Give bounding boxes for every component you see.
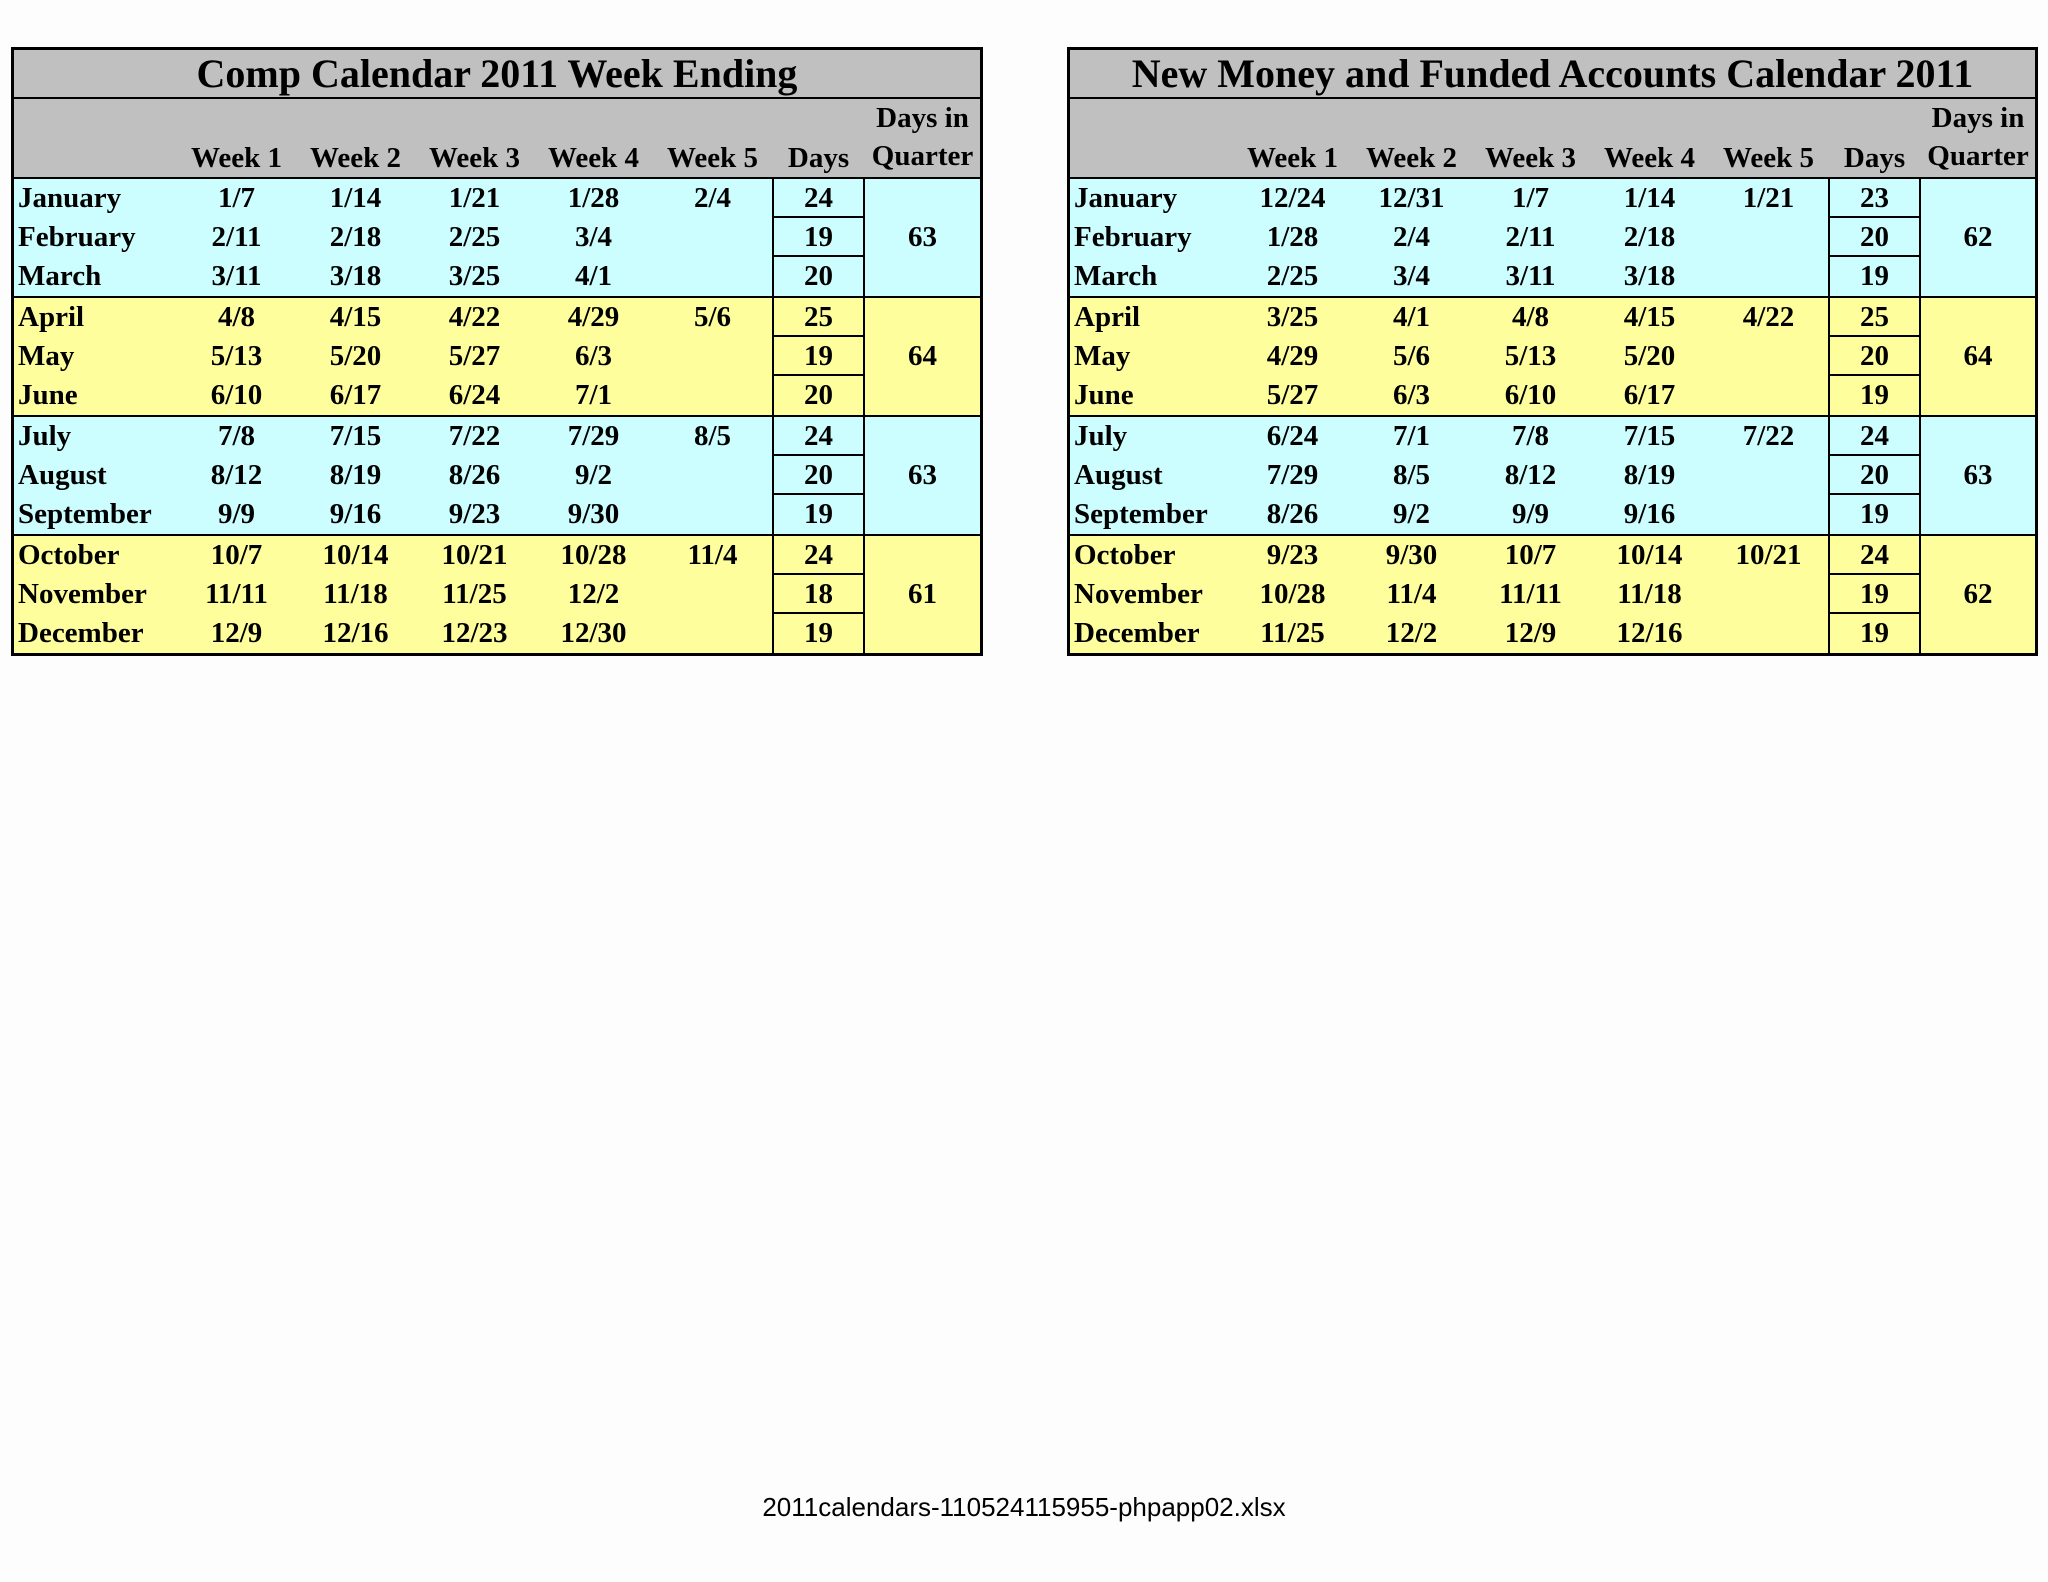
month-days: 24 (772, 179, 865, 218)
week-ending-date: 12/16 (322, 617, 389, 649)
quarter-rows (1070, 417, 1921, 534)
week-ending-date: 8/12 (210, 459, 263, 491)
quarter-block (14, 536, 980, 653)
month-row (1070, 614, 1921, 653)
month-row (1070, 575, 1921, 614)
week-ending-date: 3/11 (211, 260, 262, 292)
quarter-block (14, 179, 980, 298)
month-name: June (1074, 379, 1134, 411)
month-days: 19 (772, 218, 865, 257)
header-quarter-label: Quarter (871, 140, 974, 172)
week-ending-date: 4/22 (1742, 301, 1795, 333)
week-ending-date (1709, 614, 1828, 653)
week-ending-date: 7/1 (1392, 420, 1431, 452)
week-ending-date (653, 456, 772, 495)
quarter-block (14, 417, 980, 536)
week-ending-date: 4/22 (448, 301, 501, 333)
week-ending-date: 8/19 (1623, 459, 1676, 491)
week-ending-date: 1/28 (567, 182, 620, 214)
week-ending-date: 6/17 (1623, 379, 1676, 411)
quarter-days-total: 61 (908, 578, 937, 610)
month-row (1070, 179, 1921, 218)
month-name: December (1074, 617, 1200, 649)
quarter-block (1070, 536, 2035, 653)
week-ending-date: 8/12 (1504, 459, 1557, 491)
week-ending-date: 11/11 (205, 578, 268, 610)
week-ending-date: 2/18 (329, 221, 382, 253)
week-ending-date: 10/14 (1616, 539, 1683, 571)
week-ending-date: 5/6 (693, 301, 732, 333)
header-row (14, 99, 980, 179)
calendar-title: New Money and Funded Accounts Calendar 2011 (1070, 50, 2035, 99)
week-ending-date: 9/23 (448, 498, 501, 530)
quarter-days-total: 62 (1963, 221, 1993, 253)
month-days: 20 (1828, 456, 1921, 495)
week-ending-date: 9/30 (567, 498, 620, 530)
week-ending-date: 10/21 (1735, 539, 1802, 571)
week-ending-date: 3/18 (1623, 260, 1676, 292)
month-row (14, 179, 865, 218)
header-week-1: Week 1 (190, 142, 283, 174)
week-ending-date: 8/5 (693, 420, 732, 452)
header-row (1070, 99, 2035, 179)
week-ending-date: 3/25 (1266, 301, 1319, 333)
month-days: 25 (772, 298, 865, 337)
week-ending-date: 9/9 (1511, 498, 1550, 530)
week-ending-date (653, 257, 772, 296)
week-ending-date (1709, 376, 1828, 415)
month-row (1070, 337, 1921, 376)
month-row (14, 495, 865, 534)
header-week-4: Week 4 (547, 142, 640, 174)
month-days: 20 (772, 456, 865, 495)
month-days: 18 (772, 575, 865, 614)
week-ending-date: 1/7 (217, 182, 256, 214)
week-ending-date: 9/2 (1392, 498, 1431, 530)
month-days: 24 (772, 417, 865, 456)
month-row (14, 376, 865, 415)
month-name: May (1074, 340, 1131, 372)
month-name: November (1074, 578, 1203, 610)
week-ending-date: 12/30 (560, 617, 627, 649)
week-ending-date: 1/21 (1742, 182, 1795, 214)
quarter-days-total: 64 (1963, 340, 1993, 372)
week-ending-date: 4/1 (574, 260, 613, 292)
quarter-days-total: 64 (908, 340, 937, 372)
month-name: August (18, 459, 107, 491)
week-ending-date: 9/2 (574, 459, 613, 491)
header-week-2: Week 2 (1365, 142, 1458, 174)
comp-calendar-table (11, 47, 983, 656)
month-days: 20 (1828, 218, 1921, 257)
new-money-calendar-table (1067, 47, 2038, 656)
quarter-days-total: 63 (908, 221, 937, 253)
header-days-in-quarter (865, 99, 980, 177)
week-ending-date: 2/25 (448, 221, 501, 253)
month-name: December (18, 617, 144, 649)
week-ending-date: 3/18 (329, 260, 382, 292)
header-days: Days (787, 142, 850, 174)
month-days: 19 (1828, 376, 1921, 415)
week-ending-date: 11/25 (1260, 617, 1325, 649)
week-ending-date: 5/20 (1623, 340, 1676, 372)
week-ending-date: 12/2 (567, 578, 620, 610)
header-week-5: Week 5 (1722, 142, 1815, 174)
week-ending-date: 12/24 (1259, 182, 1326, 214)
week-ending-date: 12/2 (1385, 617, 1438, 649)
week-ending-date: 3/25 (448, 260, 501, 292)
month-row (1070, 417, 1921, 456)
month-days: 19 (772, 495, 865, 534)
month-name: March (18, 260, 102, 292)
week-ending-date: 9/16 (1623, 498, 1676, 530)
week-ending-date: 7/29 (1266, 459, 1319, 491)
week-ending-date: 3/4 (574, 221, 613, 253)
month-name: April (1074, 301, 1141, 333)
week-ending-date: 7/8 (217, 420, 256, 452)
month-row (14, 575, 865, 614)
week-ending-date: 12/31 (1378, 182, 1445, 214)
month-name: November (18, 578, 147, 610)
week-ending-date: 6/24 (448, 379, 501, 411)
header-week-3: Week 3 (1484, 142, 1577, 174)
header-week-5: Week 5 (666, 142, 759, 174)
month-row (14, 614, 865, 653)
week-ending-date: 11/25 (442, 578, 507, 610)
week-ending-date (653, 337, 772, 376)
week-ending-date: 12/23 (441, 617, 508, 649)
week-ending-date: 10/21 (441, 539, 508, 571)
week-ending-date: 7/1 (574, 379, 613, 411)
week-ending-date: 5/20 (329, 340, 382, 372)
file-name-footer: 2011calendars-110524115955-phpapp02.xlsx (762, 1492, 1286, 1522)
month-days: 20 (772, 257, 865, 296)
month-row (1070, 257, 1921, 296)
week-ending-date: 2/11 (211, 221, 262, 253)
week-ending-date: 5/6 (1392, 340, 1431, 372)
month-days: 20 (1828, 337, 1921, 376)
month-days: 20 (772, 376, 865, 415)
month-row (14, 417, 865, 456)
month-days: 19 (1828, 614, 1921, 653)
week-ending-date: 11/18 (323, 578, 388, 610)
month-row (1070, 298, 1921, 337)
week-ending-date: 1/14 (329, 182, 382, 214)
week-ending-date (1709, 575, 1828, 614)
week-ending-date: 2/25 (1266, 260, 1319, 292)
month-row (1070, 536, 1921, 575)
week-ending-date: 10/7 (1504, 539, 1557, 571)
week-ending-date (1709, 495, 1828, 534)
week-ending-date: 11/4 (1386, 578, 1437, 610)
week-ending-date: 8/26 (1266, 498, 1319, 530)
week-ending-date (653, 575, 772, 614)
month-row (14, 337, 865, 376)
month-name: February (18, 221, 136, 253)
header-week-3: Week 3 (428, 142, 521, 174)
quarter-block (1070, 179, 2035, 298)
week-ending-date: 4/29 (1266, 340, 1319, 372)
week-ending-date: 7/22 (1742, 420, 1795, 452)
week-ending-date: 12/9 (1504, 617, 1557, 649)
week-ending-date: 6/3 (1392, 379, 1431, 411)
quarter-rows (1070, 179, 1921, 296)
quarter-block (1070, 417, 2035, 536)
header-days-in-label: Days in (1931, 102, 2025, 134)
month-row (14, 536, 865, 575)
month-days: 25 (1828, 298, 1921, 337)
month-name: May (18, 340, 75, 372)
header-week-2: Week 2 (309, 142, 402, 174)
month-name: August (1074, 459, 1163, 491)
week-ending-date: 8/19 (329, 459, 382, 491)
quarter-block (14, 298, 980, 417)
month-row (1070, 376, 1921, 415)
week-ending-date: 12/9 (210, 617, 263, 649)
month-row (14, 456, 865, 495)
week-ending-date: 5/13 (1504, 340, 1557, 372)
week-ending-date: 4/8 (1511, 301, 1550, 333)
header-week-4: Week 4 (1603, 142, 1696, 174)
week-ending-date: 6/10 (1504, 379, 1557, 411)
month-row (1070, 456, 1921, 495)
week-ending-date (653, 376, 772, 415)
week-ending-date: 11/4 (687, 539, 738, 571)
quarter-rows (1070, 298, 1921, 415)
month-row (14, 218, 865, 257)
month-row (1070, 495, 1921, 534)
week-ending-date: 10/7 (210, 539, 263, 571)
week-ending-date: 5/27 (1266, 379, 1319, 411)
month-name: June (18, 379, 78, 411)
month-name: February (1074, 221, 1192, 253)
week-ending-date: 5/13 (210, 340, 263, 372)
month-days: 19 (1828, 495, 1921, 534)
quarter-days-total: 62 (1963, 578, 1993, 610)
week-ending-date: 7/29 (567, 420, 620, 452)
month-row (14, 298, 865, 337)
month-name: September (1074, 498, 1208, 530)
month-row (14, 257, 865, 296)
week-ending-date: 11/18 (1617, 578, 1682, 610)
header-week-1: Week 1 (1246, 142, 1339, 174)
week-ending-date: 7/15 (329, 420, 382, 452)
week-ending-date: 9/23 (1266, 539, 1319, 571)
month-row (1070, 218, 1921, 257)
quarter-rows (14, 417, 865, 534)
month-name: January (18, 182, 122, 214)
header-days-in-quarter (1921, 99, 2035, 177)
week-ending-date: 7/8 (1511, 420, 1550, 452)
month-name: July (1074, 420, 1128, 452)
calendar-title: Comp Calendar 2011 Week Ending (14, 50, 980, 99)
week-ending-date: 7/15 (1623, 420, 1676, 452)
week-ending-date: 1/28 (1266, 221, 1319, 253)
week-ending-date: 4/15 (1623, 301, 1676, 333)
month-days: 19 (772, 337, 865, 376)
quarter-block (1070, 298, 2035, 417)
week-ending-date: 9/16 (329, 498, 382, 530)
week-ending-date (653, 495, 772, 534)
week-ending-date: 4/15 (329, 301, 382, 333)
month-name: July (18, 420, 72, 452)
week-ending-date (1709, 218, 1828, 257)
week-ending-date: 2/11 (1505, 221, 1556, 253)
month-name: October (18, 539, 120, 571)
month-days: 19 (772, 614, 865, 653)
week-ending-date: 6/10 (210, 379, 263, 411)
week-ending-date: 6/17 (329, 379, 382, 411)
week-ending-date: 9/9 (217, 498, 256, 530)
quarter-rows (14, 179, 865, 296)
month-days: 24 (1828, 417, 1921, 456)
week-ending-date: 2/4 (1392, 221, 1431, 253)
quarter-rows (1070, 536, 1921, 653)
week-ending-date: 6/3 (574, 340, 613, 372)
week-ending-date: 1/21 (448, 182, 501, 214)
week-ending-date: 4/29 (567, 301, 620, 333)
month-days: 24 (772, 536, 865, 575)
week-ending-date: 2/4 (693, 182, 732, 214)
week-ending-date: 1/7 (1511, 182, 1550, 214)
week-ending-date: 8/26 (448, 459, 501, 491)
month-days: 19 (1828, 575, 1921, 614)
week-ending-date (1709, 456, 1828, 495)
week-ending-date: 9/30 (1385, 539, 1438, 571)
week-ending-date (1709, 337, 1828, 376)
header-month (1070, 99, 1233, 177)
week-ending-date: 4/8 (217, 301, 256, 333)
quarter-days-total: 63 (908, 459, 937, 491)
week-ending-date: 10/28 (1259, 578, 1326, 610)
header-days-in-label: Days in (876, 102, 969, 134)
week-ending-date: 3/11 (1505, 260, 1556, 292)
week-ending-date: 4/1 (1392, 301, 1431, 333)
week-ending-date: 2/18 (1623, 221, 1676, 253)
week-ending-date: 11/11 (1499, 578, 1562, 610)
quarter-rows (14, 536, 865, 653)
month-name: September (18, 498, 152, 530)
quarter-rows (14, 298, 865, 415)
week-ending-date: 6/24 (1266, 420, 1319, 452)
week-ending-date (1709, 257, 1828, 296)
week-ending-date: 12/16 (1616, 617, 1683, 649)
month-name: October (1074, 539, 1176, 571)
week-ending-date: 1/14 (1623, 182, 1676, 214)
week-ending-date: 10/14 (322, 539, 389, 571)
quarter-days-total: 63 (1963, 459, 1993, 491)
month-name: April (18, 301, 85, 333)
week-ending-date: 8/5 (1392, 459, 1431, 491)
week-ending-date (653, 614, 772, 653)
header-quarter-label: Quarter (1927, 140, 2029, 172)
week-ending-date (653, 218, 772, 257)
header-month (14, 99, 177, 177)
week-ending-date: 5/27 (448, 340, 501, 372)
month-days: 24 (1828, 536, 1921, 575)
month-name: March (1074, 260, 1158, 292)
month-name: January (1074, 182, 1178, 214)
month-days: 19 (1828, 257, 1921, 296)
week-ending-date: 10/28 (560, 539, 627, 571)
week-ending-date: 3/4 (1392, 260, 1431, 292)
week-ending-date: 7/22 (448, 420, 501, 452)
month-days: 23 (1828, 179, 1921, 218)
header-days: Days (1843, 142, 1906, 174)
